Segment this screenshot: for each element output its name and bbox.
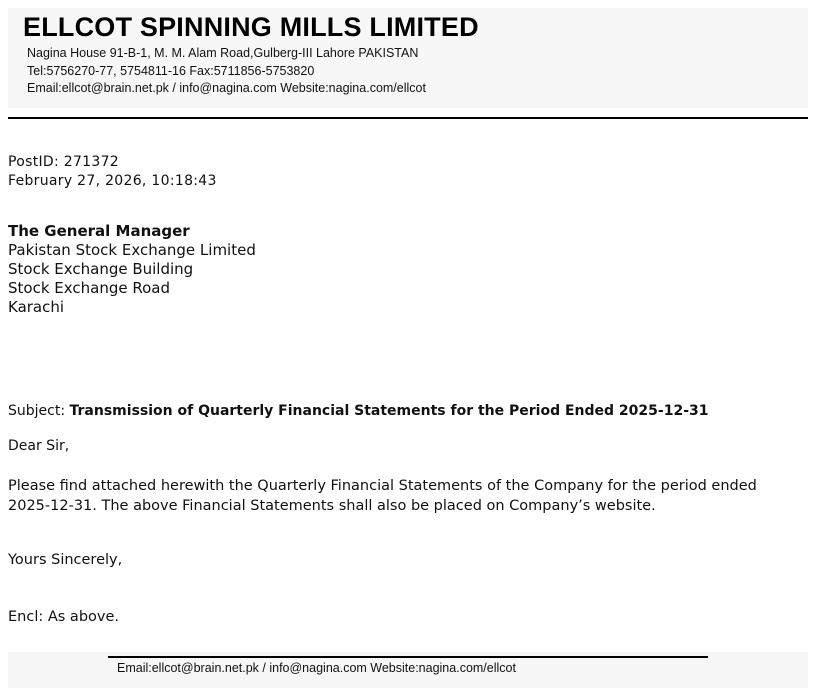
subject-label: Subject:: [8, 403, 66, 419]
post-meta: [8, 153, 217, 191]
header-divider: [8, 117, 808, 119]
subject-text: Transmission of Quarterly Financial Statements for the Period Ended 2025-12-31: [69, 403, 709, 419]
addressee-block: [8, 222, 256, 317]
addressee-title: The General Manager: [8, 222, 190, 240]
footer-divider: [108, 656, 708, 658]
addressee-road: Stock Exchange Road: [8, 279, 170, 297]
addressee-building: Stock Exchange Building: [8, 260, 194, 278]
addressee-org: Pakistan Stock Exchange Limited: [8, 241, 256, 259]
post-id: PostID: 271372: [8, 154, 120, 170]
addressee-city: Karachi: [8, 298, 65, 316]
post-datetime: February 27, 2026, 10:18:43: [8, 173, 217, 189]
company-name: ELLCOT SPINNING MILLS LIMITED: [23, 12, 479, 42]
subject-line: [8, 403, 708, 419]
letter-footer: [8, 652, 808, 688]
company-email-website: Email:ellcot@brain.net.pk / info@nagina.com Website:nagina.com/ellcot: [27, 81, 426, 95]
salutation: Dear Sir,: [8, 438, 70, 454]
closing: Yours Sincerely,: [8, 552, 123, 568]
letterhead: [8, 8, 808, 108]
footer-email-website: Email:ellcot@brain.net.pk / info@nagina.com Website:nagina.com/ellcot: [117, 661, 516, 675]
company-phone-fax: Tel:5756270-77, 5754811-16 Fax:5711856-5753820: [27, 64, 315, 78]
company-address: Nagina House 91-B-1, M. M. Alam Road,Gulberg-III Lahore PAKISTAN: [27, 46, 419, 60]
enclosure-note: Encl: As above.: [8, 609, 120, 625]
letter-body: Please find attached herewith the Quarterly Financial Statements of the Company for the period ended 2025-12-31. The above Financial Statements shall also be placed on Company’s website.: [8, 478, 757, 514]
